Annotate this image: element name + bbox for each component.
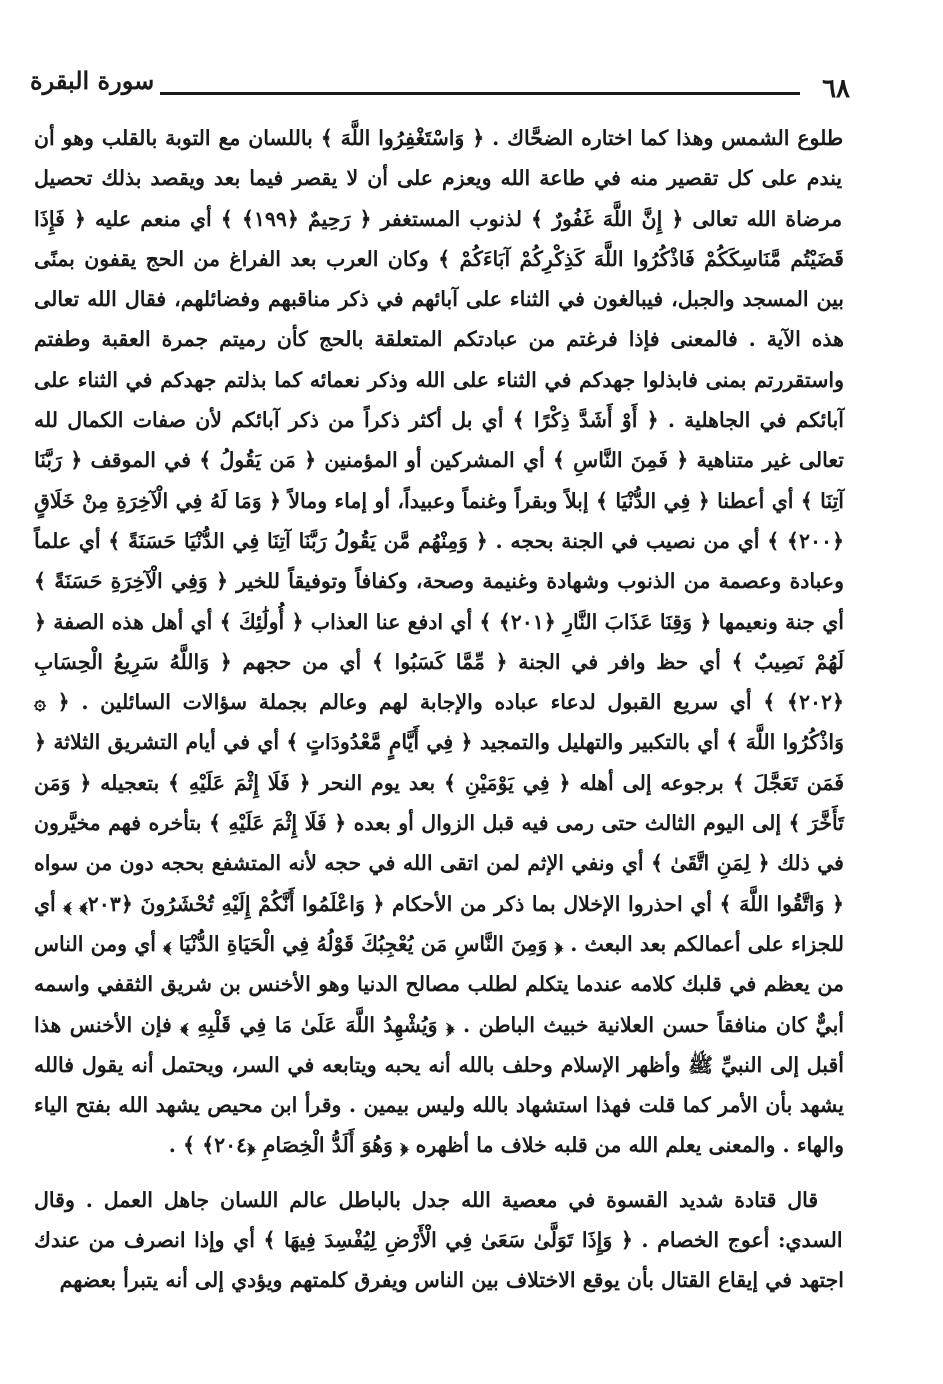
text-line: ويحتمل أنه يقول فالله يشهد بأن الأمر كما قلت فهذا استشهاد بالله وليس بيمين . وقرأ ابن محيص [34,1052,844,1118]
text-line: سؤالات السائلين . ﴿ ۞ وَاذْكُرُوا اللَّهَ ﴾ أي بالتكبير والتهليل والتمجيد ﴿ فِي أَيَّامٍ مَّعْدُودَاتٍ ﴾ [34,690,844,755]
text-line: الكمال لله تعالى غير متناهية ﴿ فَمِنَ النَّاسِ ﴾ أي المشركين أو المؤمنين ﴿ مَن يَقُولُ ﴾ في [34,408,844,473]
text-line: فقال الله تعالى هذه الآية . فالمعنى فإذا فرغتم من عبادتكم المتعلقة بالحج كأن رميتم جمرة العقبة [34,287,844,352]
text-line: عَلَيْهِ ﴾ بتعجيله ﴿ وَمَن تَأَخَّرَ ﴾ إلى اليوم الثالث حتى رمى فيه قبل الزوال أو بعده ﴿ فَلَا إِثْمَ عَلَيْهِ ﴾ [34,770,844,836]
page-header [30,58,850,106]
text-line: وطفتم واستقررتم بمنى فابذلوا جهدكم في الثناء على الله وذكر نعمائه كما بذلتم جهدكم في الثناء [34,327,844,392]
text-line: فإن الأخنس هذا أقبل إلى النبيِّ ﷺ وأظهر الإسلام وحلف بالله أنه يحبه ويتابعه في السر، [34,1012,844,1077]
text-line: يشهد الله بفتح الياء والهاء . والمعنى يعلم الله من قلبه خلاف ما أظهره ﴿ وَهُوَ أَلَدُّ الْخِصَامِ ﴿٢٠٤﴾ ﴾ . [34,1093,844,1158]
text-line: على آبائكم في الجاهلية . ﴿ أَوْ أَشَدَّ ذِكْرًا ﴾ أي بل أكثر ذكراً من ذكر آبائكم لأن صفات [34,367,844,433]
paragraph-1 [34,118,844,1166]
header-rule [160,92,800,95]
commentary-text [34,118,844,1301]
text-line: طلوع الشمس وهذا كما اختاره الضحَّاك . ﴿ وَاسْتَغْفِرُوا اللَّهَ ﴾ باللسان مع التوبة بالقلب وهو أن [34,126,844,150]
text-line: الموقف ﴿ رَبَّنَا آتِنَا ﴾ أي أعطنا ﴿ فِي الدُّنْيَا ﴾ إبلاً وبقراً وغنماً وعبيداً، أو إماء ومالاً ﴿ وَمَا لَهُ [34,448,845,513]
paragraph-2 [34,1180,844,1301]
text-line: بحجه دون من سواه ﴿ وَاتَّقُوا اللَّهَ ﴾ أي احذروا الإخلال بما ذكر من الأحكام ﴿ وَاعْلَمُوا أَنَّكُمْ [34,851,844,916]
text-line: ﴿ أُولَٰئِكَ ﴾ أي أهل هذه الصفة ﴿ لَهُمْ نَصِيبٌ ﴾ أي حظ وافر في الجنة ﴿ مِّمَّا كَسَبُوا ﴾ أي من [34,609,844,674]
text-line: مرضاة الله تعالى ﴿ إِنَّ اللَّهَ غَفُورٌ ﴾ لذنوب المستغفر ﴿ رَحِيمٌ ﴿١٩٩﴾ ﴾ أي منعم عليه ﴿ فَإِذَا [34,206,843,231]
text-line: اجتهد في إيقاع القتال بأن يوقع الاختلاف بين الناس ويفرق كلمتهم ويؤدي إلى أنه يتبرأ بعضهم [59,1268,844,1293]
text-line: فِي الْآخِرَةِ مِنْ خَلَاقٍ ﴿٢٠٠﴾ ﴾ أي من نصيب في الجنة بحجه . ﴿ وَمِنْهُم مَّن يَقُولُ رَبَّنَا آتِنَا فِي [34,488,844,553]
text-line: للخير ﴿ وَفِي الْآخِرَةِ حَسَنَةً ﴾ أي جنة ونعيمها ﴿ وَقِنَا عَذَابَ النَّارِ ﴿٢٠١﴾ ﴾ أي ادفع عنا العذاب [34,569,844,634]
text-line: حجهم ﴿ وَاللَّهُ سَرِيعُ الْحِسَابِ ﴿٢٠٢﴾ ﴾ أي سريع القبول لدعاء عباده والإجابة لهم وعالم بجملة [34,649,845,715]
text-line: أي في أيام التشريق الثلاثة ﴿ فَمَن تَعَجَّلَ ﴾ برجوعه إلى أهله ﴿ فِي يَوْمَيْنِ ﴾ بعد يوم النحر ﴿ فَلَا إِثْمَ [34,730,844,795]
text-line: قال قتادة شديد القسوة في معصية الله جدل بالباطل عالم اللسان جاهل العمل . وقال [34,1187,819,1212]
page-number: ٦٨ [822,74,850,104]
surah-name: سورة البقرة [30,66,155,95]
text-line: شريق الثقفي واسمه أبيٌّ كان منافقاً حسن العلانية خبيث الباطن . ﴿ وَيُشْهِدُ اللَّهَ عَلَىٰ مَا فِي قَلْبِهِ ﴾ [34,972,844,1037]
text-line: الدُّنْيَا حَسَنَةً ﴾ أي علماً وعبادة وعصمة من الذنوب وشهادة وغنيمة وصحة، وكفافاً وتوفيقاً [34,528,844,594]
text-line: يندم على كل تقصير منه في طاعة الله ويعزم على أن لا يقصر فيما بعد ويقصد بذلك تحصيل [34,166,843,191]
text-line: إِلَيْهِ تُحْشَرُونَ ﴿٢٠٣﴾ ﴾ أي للجزاء على أعمالكم بعد البعث . ﴿ وَمِنَ النَّاسِ مَن يُعْجِبُكَ قَوْلُهُ فِي الْحَيَاةِ [34,891,844,956]
text-line: الدُّنْيَا ﴾ أي ومن الناس من يعظم في قلبك كلامه عندما يتكلم لطلب مصالح الدنيا وهو الأخنس بن [34,931,844,997]
text-line: بتأخره فهم مخيَّرون في ذلك ﴿ لِمَنِ اتَّقَىٰ ﴾ أي ونفي الإثم لمن اتقى الله في حجه لأنه المتشفع [34,811,844,876]
text-line: يقفون بمنًى بين المسجد والجبل، فيبالغون في الثناء على آبائهم في ذكر مناقبهم وفضائلهم، [34,246,845,312]
text-line: السدي: أعوج الخصام . ﴿ وَإِذَا تَوَلَّىٰ سَعَىٰ فِي الْأَرْضِ لِيُفْسِدَ فِيهَا ﴾ أي وإذا انصرف من عندك [34,1228,843,1253]
text-line: قَضَيْتُم مَّنَاسِكَكُمْ فَاذْكُرُوا اللَّهَ كَذِكْرِكُمْ آبَاءَكُمْ ﴾ وكان العرب بعد الفراغ من الحج [136,246,844,271]
